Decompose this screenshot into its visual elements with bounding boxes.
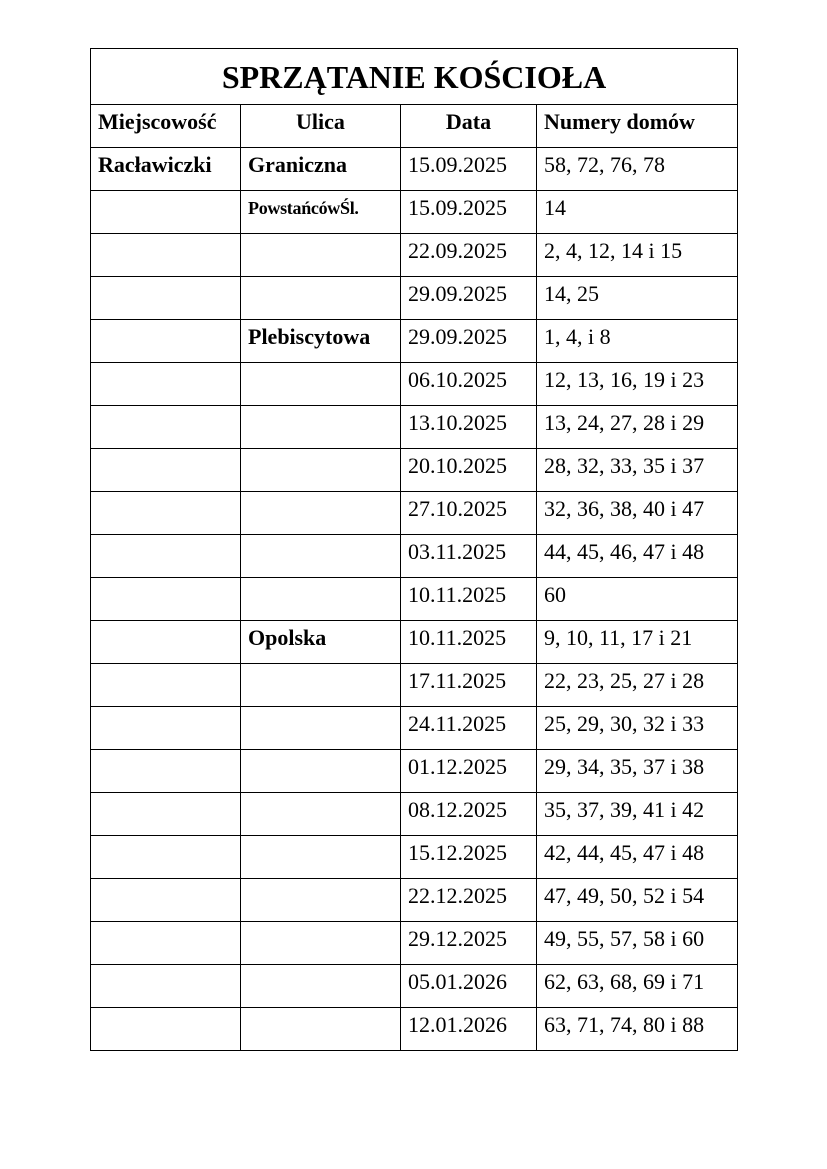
cell-house-numbers: 62, 63, 68, 69 i 71 xyxy=(537,965,738,1008)
cell-house-numbers: 32, 36, 38, 40 i 47 xyxy=(537,492,738,535)
table-row xyxy=(91,191,738,234)
cell-location xyxy=(91,707,241,750)
cell-location xyxy=(91,320,241,363)
cell-street xyxy=(241,449,401,492)
cell-date: 03.11.2025 xyxy=(401,535,537,578)
cell-house-numbers: 14 xyxy=(537,191,738,234)
cell-date: 24.11.2025 xyxy=(401,707,537,750)
cell-street xyxy=(241,406,401,449)
table-row xyxy=(91,750,738,793)
cell-location xyxy=(91,793,241,836)
table-row xyxy=(91,793,738,836)
cell-date: 29.12.2025 xyxy=(401,922,537,965)
cleaning-schedule-table xyxy=(90,48,738,1051)
table-row xyxy=(91,621,738,664)
cell-location xyxy=(91,621,241,664)
cell-house-numbers: 42, 44, 45, 47 i 48 xyxy=(537,836,738,879)
cell-date: 15.09.2025 xyxy=(401,148,537,191)
table-row xyxy=(91,879,738,922)
table-row xyxy=(91,707,738,750)
cell-date: 15.12.2025 xyxy=(401,836,537,879)
cell-street: PowstańcówŚl. xyxy=(241,191,401,234)
table-row xyxy=(91,922,738,965)
table-row xyxy=(91,1008,738,1051)
table-row xyxy=(91,664,738,707)
cell-street xyxy=(241,664,401,707)
document-title: SPRZĄTANIE KOŚCIOŁA xyxy=(91,49,738,105)
cell-house-numbers: 44, 45, 46, 47 i 48 xyxy=(537,535,738,578)
table-body xyxy=(91,148,738,1051)
table-row xyxy=(91,234,738,277)
cell-location xyxy=(91,836,241,879)
cell-house-numbers: 60 xyxy=(537,578,738,621)
cell-date: 15.09.2025 xyxy=(401,191,537,234)
cell-house-numbers: 28, 32, 33, 35 i 37 xyxy=(537,449,738,492)
table-row xyxy=(91,449,738,492)
cell-house-numbers: 63, 71, 74, 80 i 88 xyxy=(537,1008,738,1051)
cell-street xyxy=(241,535,401,578)
cell-location xyxy=(91,879,241,922)
cell-street xyxy=(241,578,401,621)
table-row xyxy=(91,836,738,879)
cell-location xyxy=(91,1008,241,1051)
cell-location xyxy=(91,750,241,793)
cell-house-numbers: 58, 72, 76, 78 xyxy=(537,148,738,191)
cell-street xyxy=(241,965,401,1008)
cell-location xyxy=(91,922,241,965)
cell-date: 22.09.2025 xyxy=(401,234,537,277)
cell-location xyxy=(91,234,241,277)
title-row xyxy=(91,49,738,105)
cell-street xyxy=(241,707,401,750)
cell-house-numbers: 13, 24, 27, 28 i 29 xyxy=(537,406,738,449)
cell-street: Graniczna xyxy=(241,148,401,191)
cell-location xyxy=(91,578,241,621)
cell-street xyxy=(241,793,401,836)
cell-street xyxy=(241,922,401,965)
cell-street xyxy=(241,277,401,320)
cell-location xyxy=(91,492,241,535)
cell-location xyxy=(91,277,241,320)
cell-street xyxy=(241,879,401,922)
cell-location xyxy=(91,363,241,406)
table-row xyxy=(91,535,738,578)
column-header-street: Ulica xyxy=(241,105,401,148)
cell-house-numbers: 2, 4, 12, 14 i 15 xyxy=(537,234,738,277)
table-row xyxy=(91,578,738,621)
table-row xyxy=(91,406,738,449)
cell-date: 10.11.2025 xyxy=(401,578,537,621)
table-row xyxy=(91,965,738,1008)
cell-date: 22.12.2025 xyxy=(401,879,537,922)
cell-house-numbers: 47, 49, 50, 52 i 54 xyxy=(537,879,738,922)
table-row xyxy=(91,148,738,191)
cell-house-numbers: 22, 23, 25, 27 i 28 xyxy=(537,664,738,707)
cell-street xyxy=(241,234,401,277)
cell-location xyxy=(91,664,241,707)
cell-date: 13.10.2025 xyxy=(401,406,537,449)
cell-date: 08.12.2025 xyxy=(401,793,537,836)
column-header-houses: Numery domów xyxy=(537,105,738,148)
column-header-date: Data xyxy=(401,105,537,148)
cell-date: 12.01.2026 xyxy=(401,1008,537,1051)
cell-date: 29.09.2025 xyxy=(401,277,537,320)
cell-date: 01.12.2025 xyxy=(401,750,537,793)
cell-location xyxy=(91,535,241,578)
cell-street xyxy=(241,363,401,406)
cell-street: Opolska xyxy=(241,621,401,664)
cell-house-numbers: 25, 29, 30, 32 i 33 xyxy=(537,707,738,750)
cell-location xyxy=(91,965,241,1008)
cell-house-numbers: 49, 55, 57, 58 i 60 xyxy=(537,922,738,965)
cell-date: 20.10.2025 xyxy=(401,449,537,492)
cell-house-numbers: 12, 13, 16, 19 i 23 xyxy=(537,363,738,406)
cell-house-numbers: 9, 10, 11, 17 i 21 xyxy=(537,621,738,664)
cell-house-numbers: 29, 34, 35, 37 i 38 xyxy=(537,750,738,793)
cell-location: Racławiczki xyxy=(91,148,241,191)
cell-location xyxy=(91,406,241,449)
table-row xyxy=(91,320,738,363)
cell-date: 10.11.2025 xyxy=(401,621,537,664)
cell-date: 17.11.2025 xyxy=(401,664,537,707)
cell-street xyxy=(241,492,401,535)
cell-date: 05.01.2026 xyxy=(401,965,537,1008)
document-page xyxy=(90,48,737,1051)
cell-street: Plebiscytowa xyxy=(241,320,401,363)
table-row xyxy=(91,277,738,320)
cell-date: 29.09.2025 xyxy=(401,320,537,363)
column-header-location: Miejscowość xyxy=(91,105,241,148)
cell-street xyxy=(241,750,401,793)
cell-date: 27.10.2025 xyxy=(401,492,537,535)
cell-house-numbers: 35, 37, 39, 41 i 42 xyxy=(537,793,738,836)
cell-location xyxy=(91,449,241,492)
cell-location xyxy=(91,191,241,234)
cell-date: 06.10.2025 xyxy=(401,363,537,406)
cell-street xyxy=(241,1008,401,1051)
header-row xyxy=(91,105,738,148)
cell-house-numbers: 1, 4, i 8 xyxy=(537,320,738,363)
table-row xyxy=(91,363,738,406)
cell-house-numbers: 14, 25 xyxy=(537,277,738,320)
table-row xyxy=(91,492,738,535)
cell-street xyxy=(241,836,401,879)
